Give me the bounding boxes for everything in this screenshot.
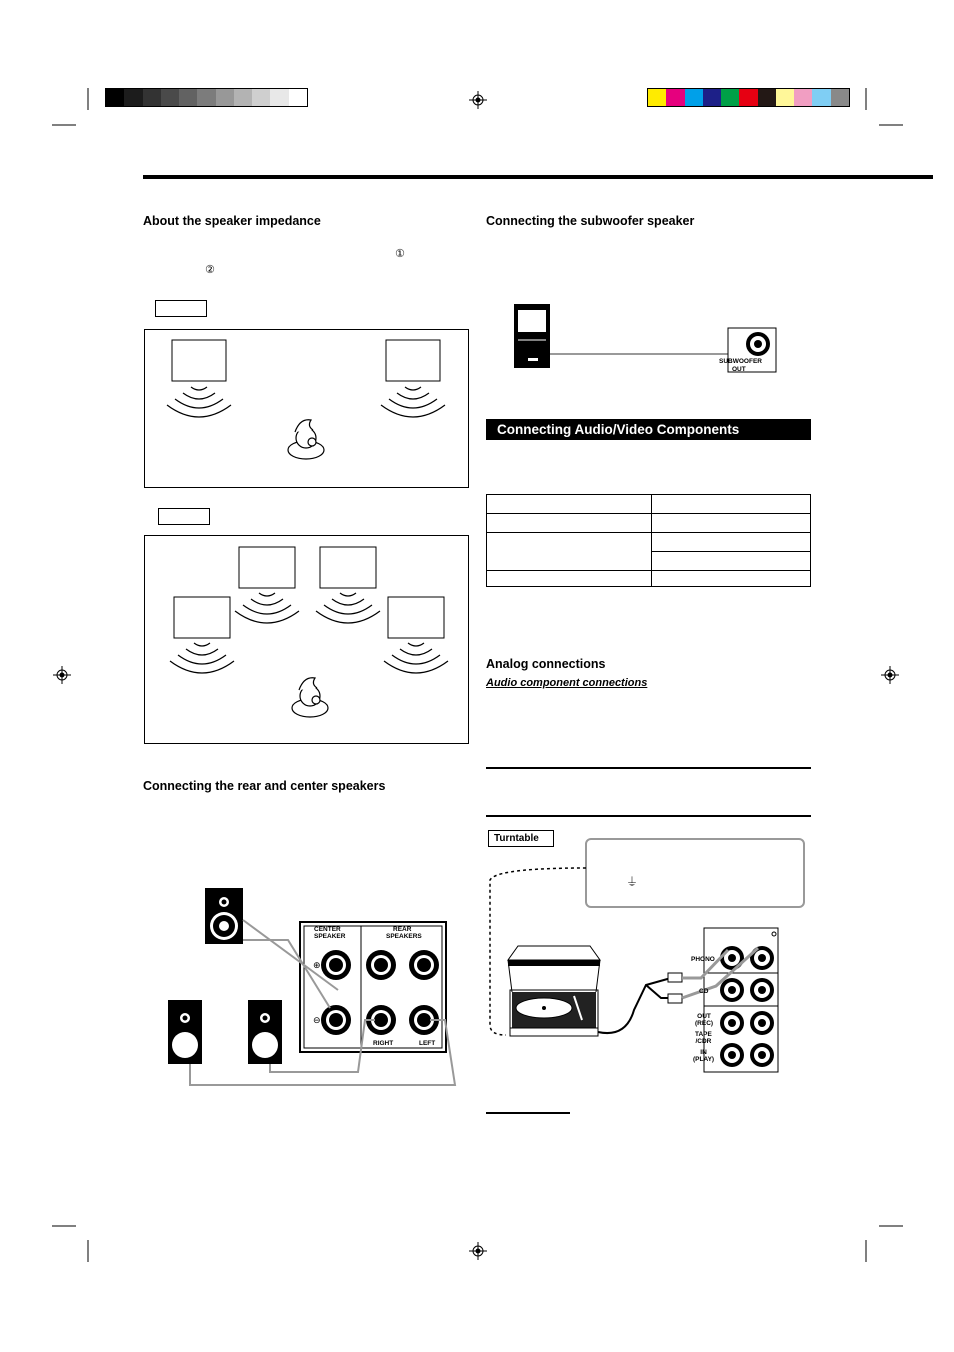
subwoofer-out-label-2: OUT bbox=[732, 366, 746, 373]
turntable-label: Turntable bbox=[488, 830, 554, 847]
out-rec-label: OUT (REC) bbox=[695, 1013, 714, 1027]
ground-icon: ⏚ bbox=[626, 875, 639, 889]
section-rule-bottom bbox=[486, 815, 811, 817]
layout-label-1 bbox=[155, 300, 207, 317]
page-top-rule bbox=[143, 175, 933, 179]
rear-terminal-label-2: SPEAKERS bbox=[386, 933, 422, 940]
rear-left-label: LEFT bbox=[419, 1040, 436, 1047]
registration-target-icon bbox=[469, 1242, 487, 1260]
subwoofer-out-label-1: SUBWOOFER bbox=[719, 358, 762, 365]
turntable-connection-diagram bbox=[486, 860, 786, 1075]
section-banner: Connecting Audio/Video Components bbox=[486, 419, 811, 440]
rear-speaker-left-icon bbox=[168, 1000, 202, 1064]
center-terminal-label-1: CENTER bbox=[314, 926, 341, 933]
tape-cdr-label: TAPE /CDR bbox=[695, 1031, 712, 1045]
section-rule-top bbox=[486, 767, 811, 769]
step-marker-2: ② bbox=[205, 264, 215, 276]
rear-terminal-label-1: REAR bbox=[393, 926, 412, 933]
analog-connections-heading: Analog connections bbox=[486, 657, 606, 671]
subwoofer-heading: Connecting the subwoofer speaker bbox=[486, 214, 695, 228]
audio-component-subheading: Audio component connections bbox=[486, 677, 648, 689]
four-speaker-layout-diagram bbox=[144, 535, 469, 744]
notes-rule bbox=[486, 1112, 570, 1114]
registration-target-icon bbox=[881, 666, 899, 684]
rear-speaker-right-icon bbox=[248, 1000, 282, 1064]
center-speaker-icon bbox=[205, 888, 243, 944]
svg-text:⊖: ⊖ bbox=[313, 1016, 321, 1026]
phono-label: PHONO bbox=[691, 956, 715, 963]
input-jack-panel bbox=[704, 928, 778, 1072]
in-play-label: IN (PLAY) bbox=[693, 1049, 715, 1063]
registration-target-icon bbox=[53, 666, 71, 684]
listener-icon bbox=[292, 678, 328, 717]
cd-label: CD bbox=[699, 988, 709, 995]
registration-target-icon bbox=[469, 91, 487, 109]
component-table bbox=[486, 494, 811, 587]
svg-text:⊕: ⊕ bbox=[313, 961, 321, 971]
rear-center-heading: Connecting the rear and center speakers bbox=[143, 779, 386, 793]
layout-label-2 bbox=[158, 508, 210, 525]
subwoofer-icon bbox=[514, 304, 550, 368]
rear-right-label: RIGHT bbox=[373, 1040, 394, 1047]
center-terminal-label-2: SPEAKER bbox=[314, 933, 346, 940]
listener-icon bbox=[288, 420, 324, 459]
rear-center-wiring-diagram bbox=[160, 880, 470, 1095]
step-marker-1: ① bbox=[395, 248, 405, 260]
two-speaker-layout-diagram bbox=[144, 329, 469, 488]
speaker-terminal-panel bbox=[300, 922, 446, 1052]
speaker-impedance-heading: About the speaker impedance bbox=[143, 214, 321, 228]
turntable-icon bbox=[508, 946, 600, 1036]
